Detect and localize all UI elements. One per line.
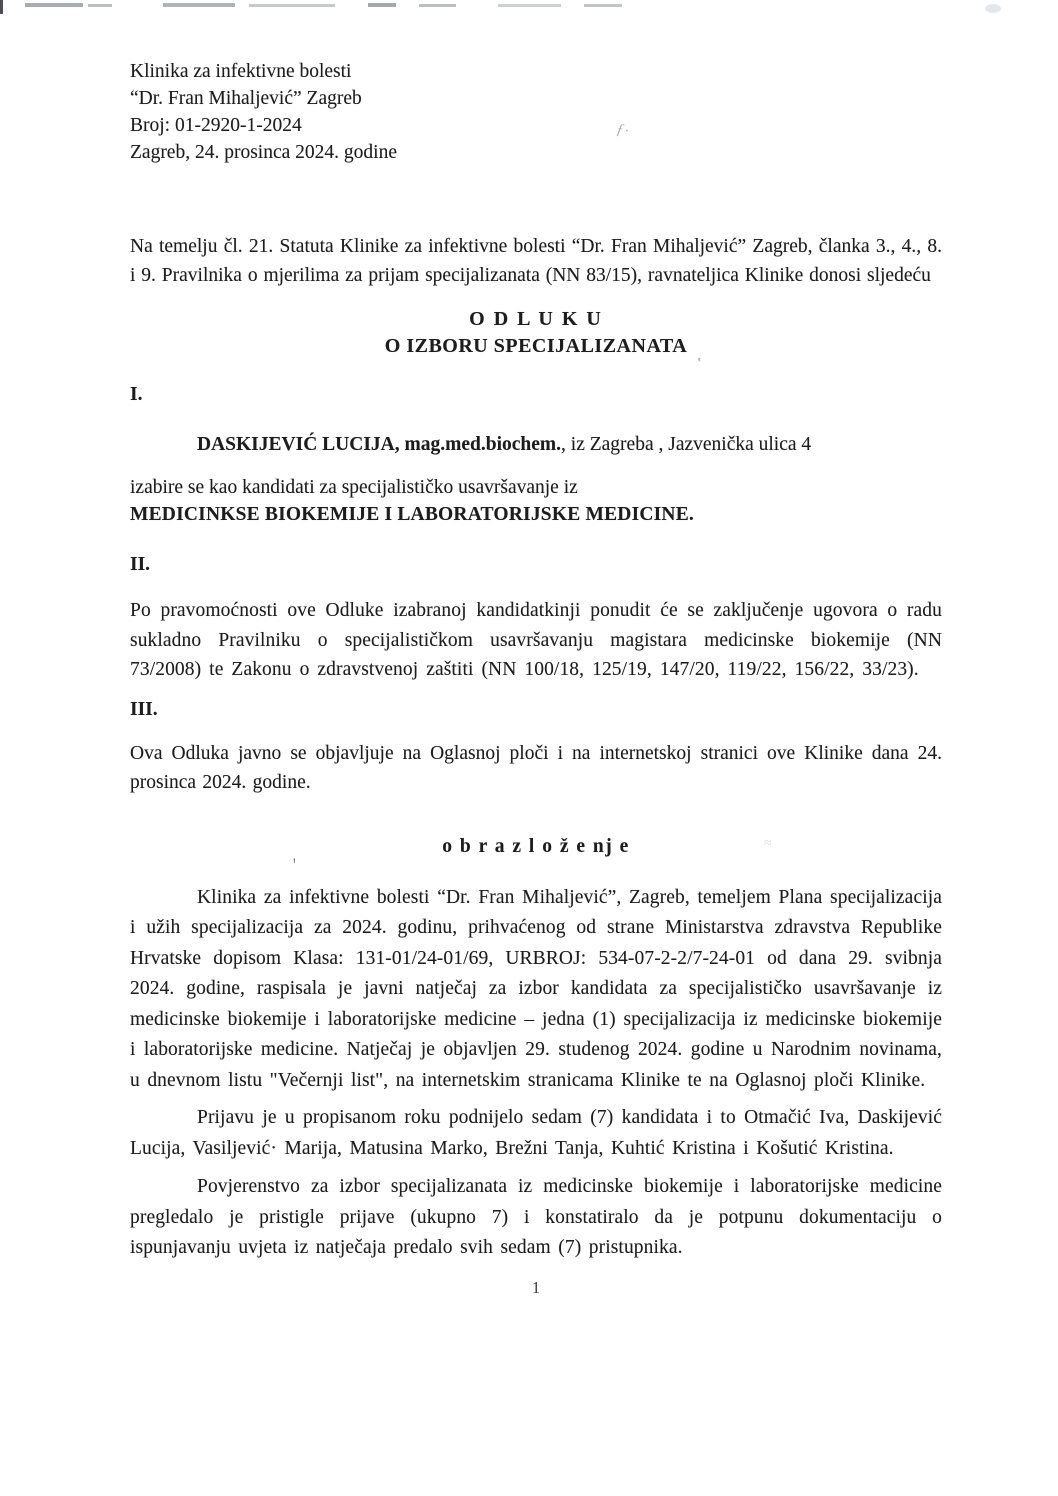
candidate-name: DASKIJEVIĆ LUCIJA, mag.med.biochem. — [197, 434, 562, 455]
scan-artifact-mark: ꞌ — [293, 856, 296, 872]
section-1-numeral: I. — [130, 384, 143, 405]
decision-title-line1: O D L U K U — [469, 308, 603, 330]
scan-artifact-mark: ƒ· — [614, 120, 632, 141]
decision-title-line2: O IZBORU SPECIJALIZANATA — [384, 335, 688, 357]
candidate-line — [130, 431, 942, 458]
scan-artifact-top-edge-segment — [368, 3, 396, 7]
scan-artifact-edge-tick — [0, 0, 3, 14]
letterhead — [130, 58, 942, 166]
selection-statement-line1: izabire se kao kandidati za specijalističko usavršavanje iz — [130, 477, 578, 498]
scan-artifact-mark: ʽ — [697, 356, 702, 371]
scan-artifact-top-edge-segment — [25, 3, 83, 7]
scan-artifact-top-edge-segment — [584, 4, 622, 7]
explanation-paragraph-2: Prijavu je u propisanom roku podnijelo sedam (7) kandidata i to Otmačić Iva, Daskijević Lucija, Vasiljević· Marija, Matusina Marko, Brežni Tanja, Kuhtić Kristina i Košutić Kristina. — [130, 1107, 942, 1159]
scan-artifact-top-edge-segment — [419, 4, 456, 7]
page-number: 1 — [531, 1277, 541, 1297]
scan-artifact-top-edge-segment — [88, 4, 112, 7]
explanation-heading: o b r a z l o ž e nj e — [442, 835, 630, 857]
explanation-paragraph-1: Klinika za infektivne bolesti “Dr. Fran Mihaljević”, Zagreb, temeljem Plana specijalizacija i užih specijalizacija za 2024. godinu, prihvaćenog od strane Ministarstva zdravstva Republike Hrvatske dopisom Klasa: 131-01/24-01/69, URBROJ: 534-07-2-2/7-24-01 od dana 29. svibnja 2024. godine, raspisala je javni natječaj za izbor kandidata za specijalističko usavršavanje iz medicinske biokemije i laboratorijske medicine – jedna (1) specijalizacija iz medicinske biokemije i laboratorijske medicine. Natječaj je objavljen 29. studenog 2024. godine u Narodnim novinama, u dnevnom listu "Večernji list", na internetskim stranicama Klinike te na Oglasnoj ploči Klinike. — [130, 886, 942, 1091]
preamble-paragraph: Na temelju čl. 21. Statuta Klinike za infektivne bolesti “Dr. Fran Mihaljević” Zagreb, članka 3., 4., 8. i 9. Pravilnika o mjerilima za prijam specijalizanata (NN 83/15), ravnateljica Klinike donosi sljedeću — [130, 236, 942, 286]
explanation-paragraph-3: Povjerenstvo za izbor specijalizanata iz medicinske biokemije i laboratorijske medicine pregledalo je pristigle prijave (ukupno 7) i konstatiralo da je potpunu dokumentaciju o ispunjavanju uvjeta iz natječaja predalo svih sedam (7) pristupnika. — [130, 1176, 942, 1258]
scan-artifact-mark: ≈ — [764, 836, 772, 851]
section-3-numeral: III. — [130, 698, 158, 720]
scan-artifact-top-edge-segment — [163, 3, 235, 7]
selection-statement — [130, 474, 942, 528]
scan-artifact-top-edge-segment — [498, 4, 561, 7]
letterhead-institution-line2: “Dr. Fran Mihaljević” Zagreb — [130, 88, 362, 109]
selection-specialty: MEDICINKSE BIOKEMIJE I LABORATORIJSKE MEDICINE. — [130, 504, 694, 525]
scan-artifact-top-edge-segment — [249, 4, 335, 7]
candidate-address: , iz Zagreba , Jazvenička ulica 4 — [561, 434, 812, 455]
decision-title — [130, 306, 942, 360]
section-3-paragraph: Ova Odluka javno se objavljuje na Oglasnoj ploči i na internetskoj stranici ove Klinike dana 24. prosinca 2024. godine. — [130, 742, 942, 793]
scan-artifact-top-edge-segment — [985, 4, 1001, 13]
letterhead-place-date: Zagreb, 24. prosinca 2024. godine — [130, 142, 397, 163]
letterhead-institution-line1: Klinika za infektivne bolesti — [130, 61, 352, 82]
letterhead-reference-number: Broj: 01-2920-1-2024 — [130, 115, 302, 136]
section-2-paragraph: Po pravomoćnosti ove Odluke izabranoj kandidatkinji ponudit će se zaključenje ugovora o radu sukladno Pravilniku o specijalističkom usavršavanju magistara medicinske biokemije (NN 73/2008) te Zakonu o zdravstvenoj zaštiti (NN 100/18, 125/19, 147/20, 119/22, 156/22, 33/23). — [130, 600, 942, 680]
section-2-numeral: II. — [130, 554, 151, 575]
